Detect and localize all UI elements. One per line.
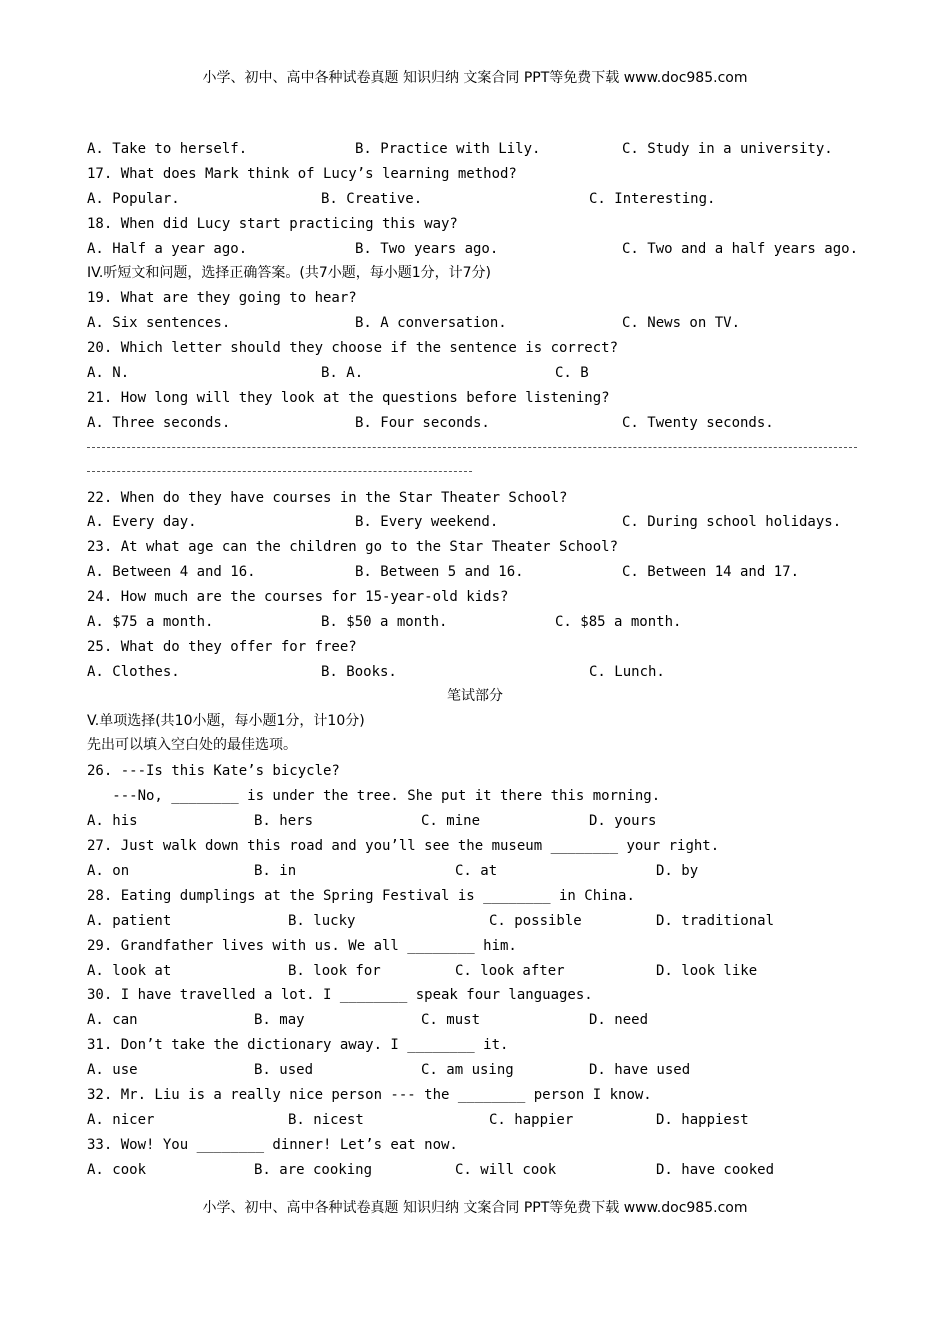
q28-option-b: B. lucky [288, 913, 356, 929]
q21-option-c: C. Twenty seconds. [622, 415, 774, 431]
q31-option-a: A. use [87, 1062, 138, 1078]
q29-option-b: B. look for [288, 963, 381, 979]
q23-option-a: A. Between 4 and 16. [87, 564, 256, 580]
q26-option-c: C. mine [421, 813, 481, 829]
q29-option-c: C. look after [455, 963, 565, 979]
q29-question: 29. Grandfather lives with us. We all ________ him. [87, 938, 517, 954]
q28-option-a: A. patient [87, 913, 172, 929]
q20-question: 20. Which letter should they choose if the sentence is correct? [87, 340, 619, 356]
q18-option-a: A. Half a year ago. [87, 241, 248, 257]
q19-option-b: B. A conversation. [355, 315, 507, 331]
q33-question: 33. Wow! You ________ dinner! Let’s eat now. [87, 1137, 458, 1153]
q21-option-a: A. Three seconds. [87, 415, 231, 431]
q25-option-a: A. Clothes. [87, 664, 180, 680]
q29-option-d: D. look like [656, 963, 758, 979]
q32-option-a: A. nicer [87, 1112, 155, 1128]
q22-option-a: A. Every day. [87, 514, 197, 530]
q21-question: 21. How long will they look at the questions before listening? [87, 390, 610, 406]
q26-question-line1: 26. ---Is this Kate’s bicycle? [87, 763, 340, 779]
q24-option-c: C. $85 a month. [555, 614, 682, 630]
q31-option-b: B. used [254, 1062, 314, 1078]
section-v-heading: V.单项选择(共10小题，每小题1分，计10分) [87, 713, 365, 729]
page-footer: 小学、初中、高中各种试卷真题 知识归纳 文案合同 PPT等免费下载 www.doc985.com [202, 1200, 748, 1216]
q30-option-b: B. may [254, 1012, 305, 1028]
q16-option-c: C. Study in a university. [622, 141, 833, 157]
q27-option-b: B. in [254, 863, 297, 879]
q20-option-a: A. N. [87, 365, 130, 381]
q26-option-a: A. his [87, 813, 138, 829]
q32-option-b: B. nicest [288, 1112, 364, 1128]
q22-option-b: B. Every weekend. [355, 514, 499, 530]
q25-option-c: C. Lunch. [589, 664, 665, 680]
q25-question: 25. What do they offer for free? [87, 639, 357, 655]
q32-option-d: D. happiest [656, 1112, 749, 1128]
q27-option-a: A. on [87, 863, 130, 879]
q23-option-b: B. Between 5 and 16. [355, 564, 524, 580]
q26-option-b: B. hers [254, 813, 314, 829]
q33-option-a: A. cook [87, 1162, 147, 1178]
q31-question: 31. Don’t take the dictionary away. I ________ it. [87, 1037, 509, 1053]
q33-option-b: B. are cooking [254, 1162, 373, 1178]
q16-option-b: B. Practice with Lily. [355, 141, 541, 157]
q26-option-d: D. yours [589, 813, 657, 829]
written-part-title: 笔试部分 [447, 688, 503, 704]
q26-question-line2: ---No, ________ is under the tree. She put it there this morning. [87, 788, 661, 804]
section-iv-heading: IV.听短文和问题，选择正确答案。(共7小题，每小题1分，计7分) [87, 265, 491, 281]
q32-question: 32. Mr. Liu is a really nice person --- the ________ person I know. [87, 1087, 652, 1103]
q21-option-b: B. Four seconds. [355, 415, 490, 431]
q22-option-c: C. During school holidays. [622, 514, 842, 530]
q31-option-d: D. have used [589, 1062, 691, 1078]
q27-option-c: C. at [455, 863, 498, 879]
q23-option-c: C. Between 14 and 17. [622, 564, 800, 580]
q28-question: 28. Eating dumplings at the Spring Festival is ________ in China. [87, 888, 635, 904]
q28-option-c: C. possible [489, 913, 582, 929]
q27-option-d: D. by [656, 863, 699, 879]
q31-option-c: C. am using [421, 1062, 514, 1078]
q30-option-c: C. must [421, 1012, 481, 1028]
q17-option-a: A. Popular. [87, 191, 180, 207]
q32-option-c: C. happier [489, 1112, 574, 1128]
q24-option-a: A. $75 a month. [87, 614, 214, 630]
page-header: 小学、初中、高中各种试卷真题 知识归纳 文案合同 PPT等免费下载 www.doc985.com [202, 70, 748, 86]
separator-dashed-line [87, 447, 857, 448]
q30-question: 30. I have travelled a lot. I ________ speak four languages. [87, 987, 593, 1003]
q27-question: 27. Just walk down this road and you’ll see the museum ________ your right. [87, 838, 720, 854]
q18-question: 18. When did Lucy start practicing this way? [87, 216, 458, 232]
q18-option-c: C. Two and a half years ago. [622, 241, 859, 257]
q25-option-b: B. Books. [321, 664, 397, 680]
q17-question: 17. What does Mark think of Lucy’s learning method? [87, 166, 517, 182]
q30-option-a: A. can [87, 1012, 138, 1028]
q20-option-c: C. B [555, 365, 589, 381]
q16-option-a: A. Take to herself. [87, 141, 248, 157]
q19-option-c: C. News on TV. [622, 315, 741, 331]
q19-question: 19. What are they going to hear? [87, 290, 357, 306]
q28-option-d: D. traditional [656, 913, 775, 929]
q19-option-a: A. Six sentences. [87, 315, 231, 331]
q24-option-b: B. $50 a month. [321, 614, 448, 630]
q33-option-d: D. have cooked [656, 1162, 775, 1178]
q18-option-b: B. Two years ago. [355, 241, 499, 257]
section-v-instruction: 先出可以填入空白处的最佳选项。 [87, 737, 297, 753]
q17-option-b: B. Creative. [321, 191, 423, 207]
q17-option-c: C. Interesting. [589, 191, 716, 207]
q30-option-d: D. need [589, 1012, 649, 1028]
q33-option-c: C. will cook [455, 1162, 557, 1178]
q23-question: 23. At what age can the children go to the Star Theater School? [87, 539, 619, 555]
q20-option-b: B. A. [321, 365, 364, 381]
q29-option-a: A. look at [87, 963, 172, 979]
q24-question: 24. How much are the courses for 15-year-old kids? [87, 589, 509, 605]
separator-dashed-line [87, 471, 472, 472]
q22-question: 22. When do they have courses in the Star Theater School? [87, 490, 568, 506]
